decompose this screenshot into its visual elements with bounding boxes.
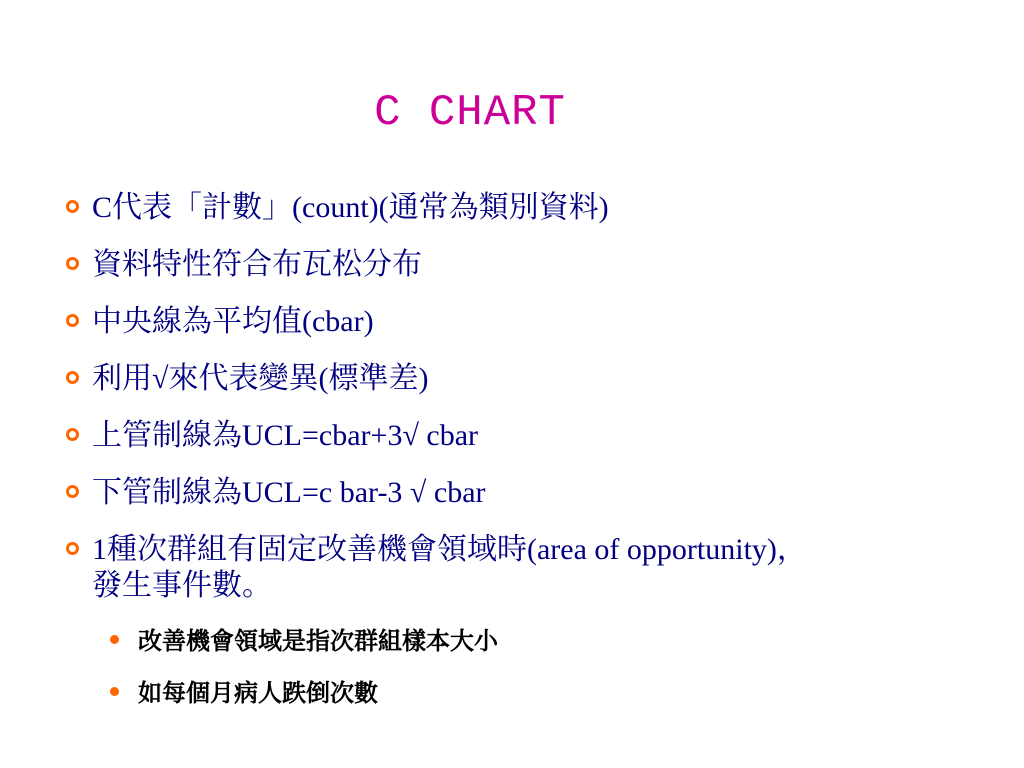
bullet-text: 中央線為平均值(cbar) xyxy=(92,305,374,338)
ring-bullet-icon xyxy=(66,314,79,327)
bullet-item xyxy=(64,532,964,604)
bullet-item xyxy=(64,361,964,397)
bullet-item xyxy=(64,247,964,283)
slide-title: C CHART xyxy=(374,88,566,138)
sub-bullet-text: 如每個月病人跌倒次數 xyxy=(138,678,378,707)
bullet-text: 資料特性符合布瓦松分布 xyxy=(92,248,422,281)
bullet-text: C代表「計數」(count)(通常為類別資料) xyxy=(92,191,609,224)
bullet-text: 下管制線為UCL=c bar-3 √ cbar xyxy=(92,476,486,509)
bullet-text: 1種次群組有固定改善機會領域時(area of opportunity)，發生事件數。 xyxy=(92,533,807,602)
ring-bullet-icon xyxy=(66,200,79,213)
ring-bullet-icon xyxy=(66,485,79,498)
bullet-list xyxy=(64,190,964,729)
dot-bullet-icon xyxy=(110,687,119,696)
bullet-item xyxy=(64,418,964,454)
bullet-item xyxy=(64,190,964,226)
bullet-text: 利用√來代表變異(標準差) xyxy=(92,362,429,395)
bullet-item xyxy=(64,475,964,511)
ring-bullet-icon xyxy=(66,542,79,555)
ring-bullet-icon xyxy=(66,257,79,270)
ring-bullet-icon xyxy=(66,371,79,384)
sub-bullet-item xyxy=(64,677,964,709)
sub-bullet-item xyxy=(64,625,964,657)
sub-bullet-text: 改善機會領域是指次群組樣本大小 xyxy=(138,626,498,655)
bullet-text: 上管制線為UCL=cbar+3√ cbar xyxy=(92,419,479,452)
ring-bullet-icon xyxy=(66,428,79,441)
dot-bullet-icon xyxy=(110,635,119,644)
bullet-item xyxy=(64,304,964,340)
